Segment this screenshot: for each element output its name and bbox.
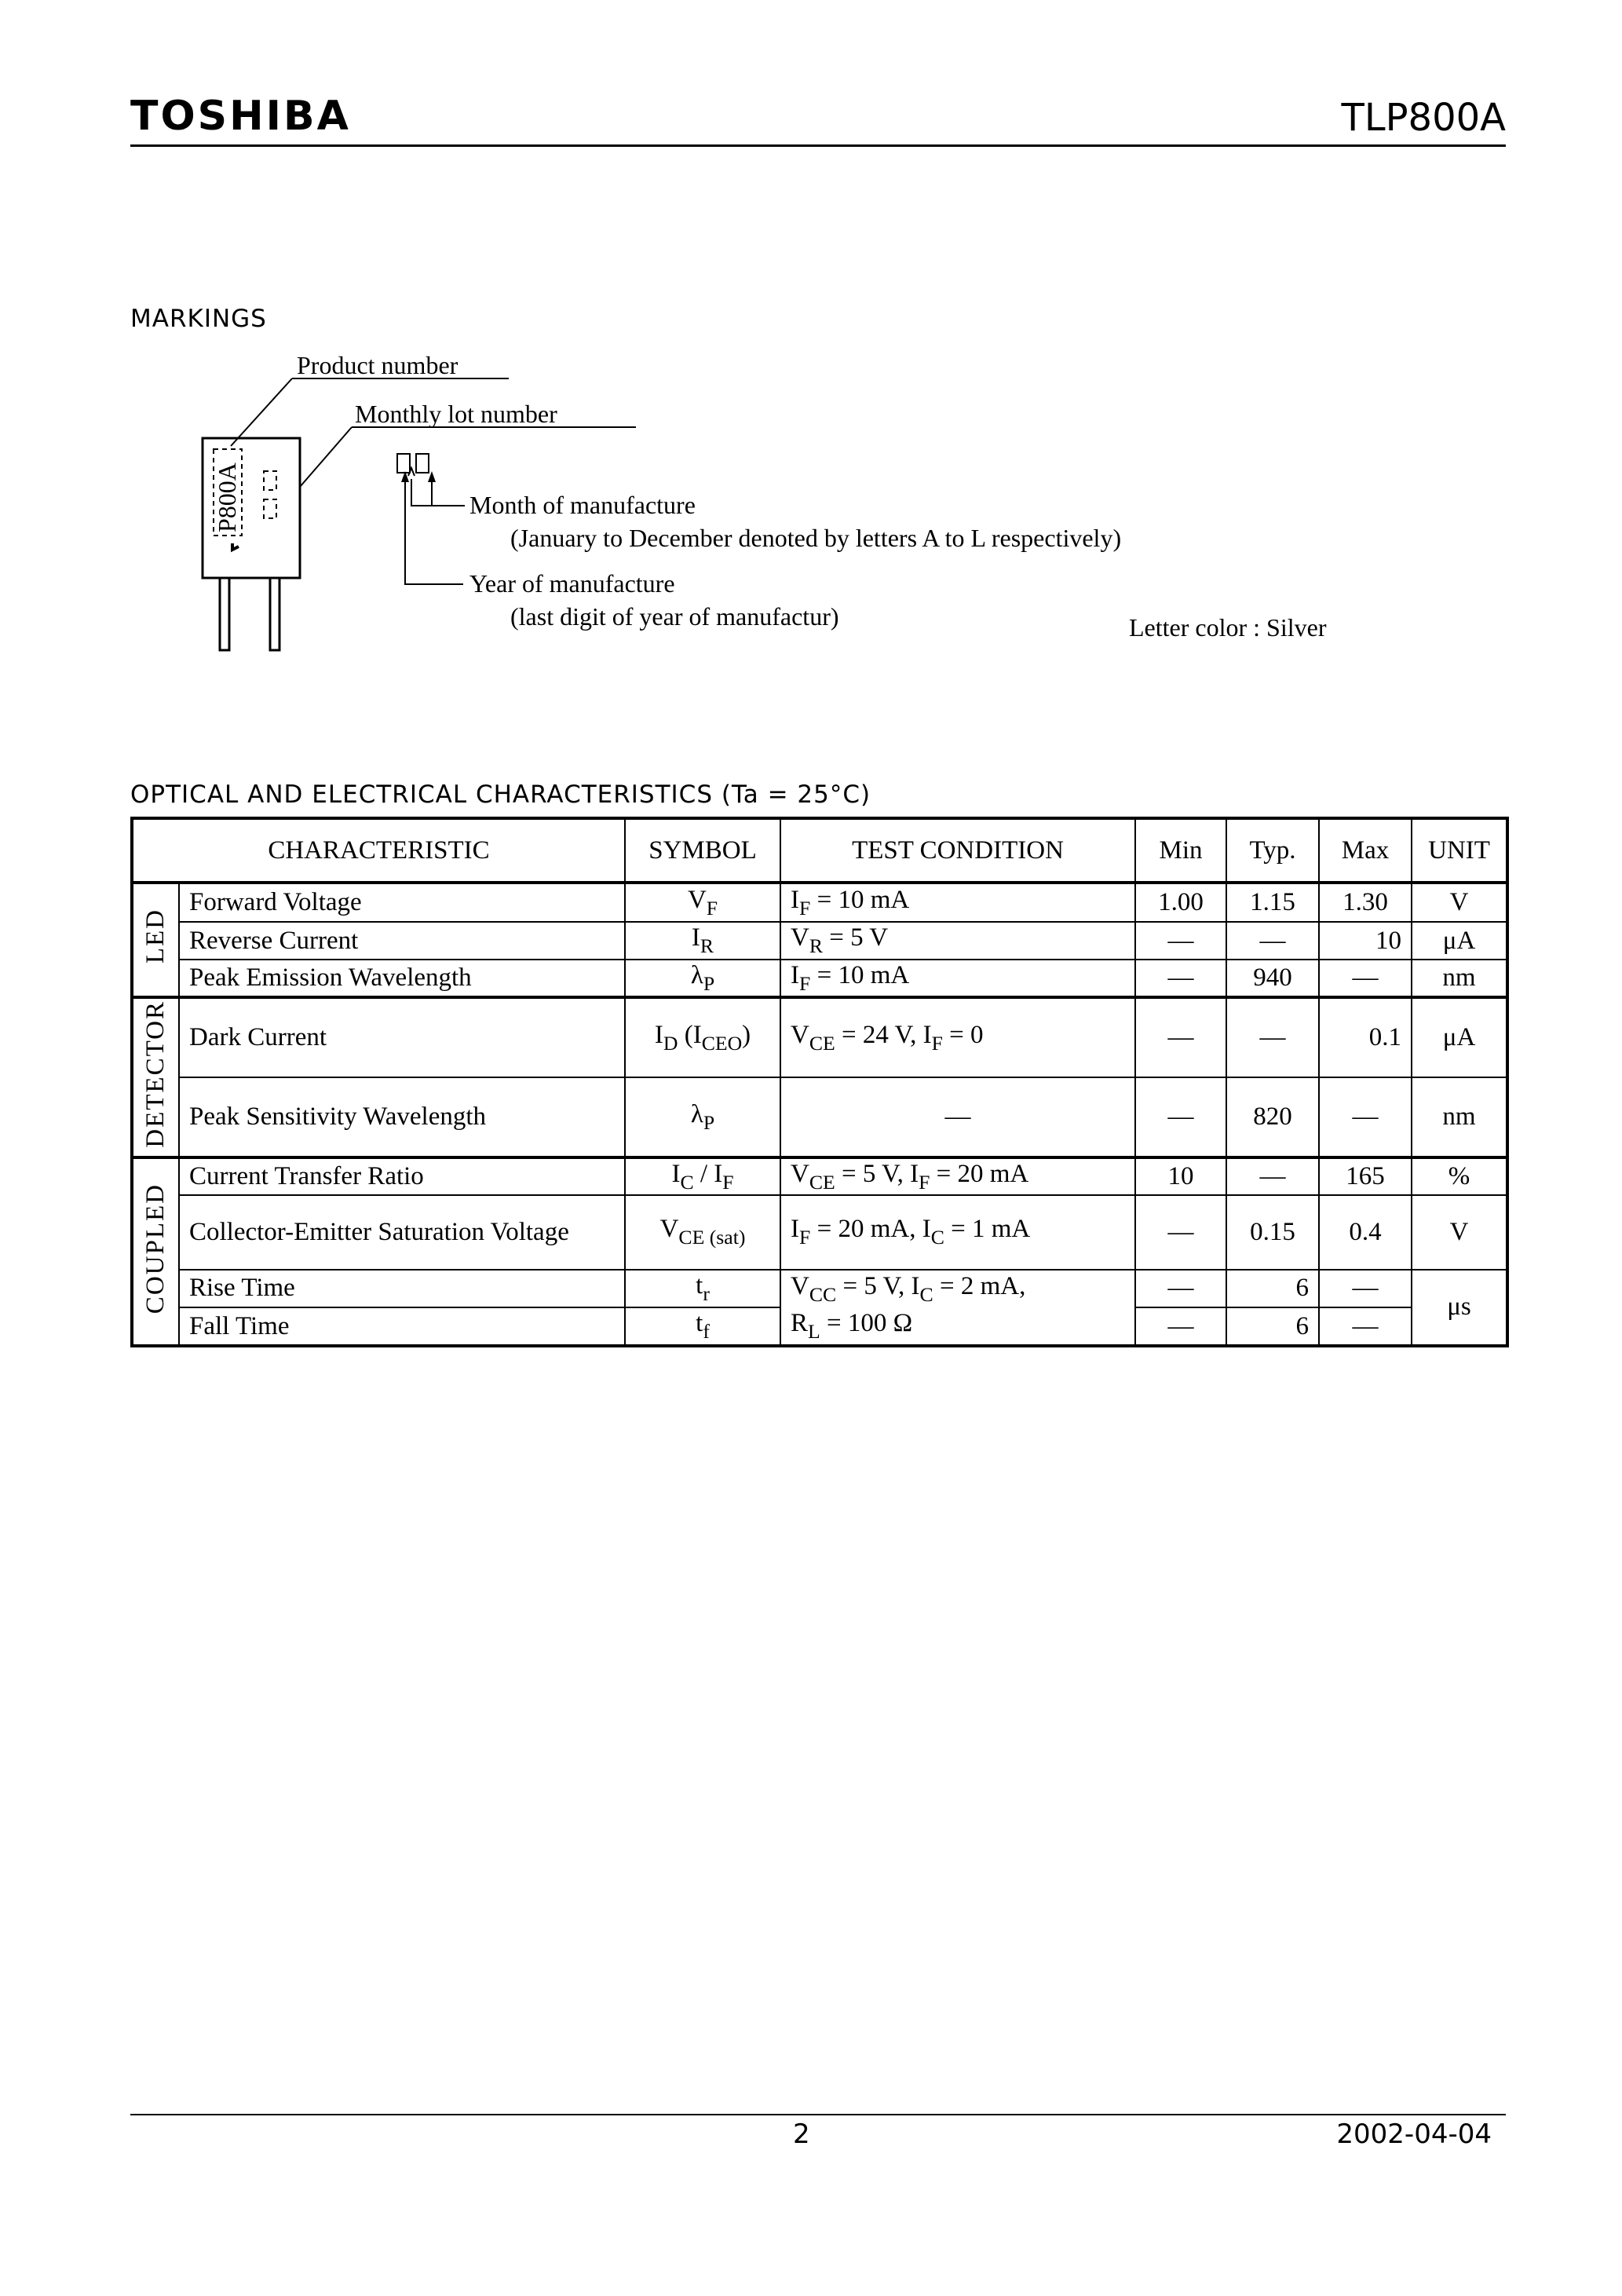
- row-typ: —: [1226, 997, 1319, 1077]
- month-label: Month of manufacture: [469, 491, 696, 519]
- table-row: [132, 1270, 1507, 1308]
- group-coupled: COUPLED: [132, 1157, 179, 1346]
- header-max: Max: [1319, 818, 1412, 883]
- row-max: —: [1319, 1307, 1412, 1346]
- row-name: Forward Voltage: [179, 883, 625, 922]
- row-typ: —: [1226, 1157, 1319, 1195]
- row-max: 165: [1319, 1157, 1412, 1195]
- year-note: (last digit of year of manufactur): [510, 602, 839, 631]
- row-symbol: $V_F$: [625, 883, 780, 922]
- row-max: 1.30: [1319, 883, 1412, 922]
- row-max: —: [1319, 1270, 1412, 1308]
- characteristics-table: [130, 817, 1509, 1347]
- row-symbol: $t_f$: [625, 1307, 780, 1346]
- row-name: Fall Time: [179, 1307, 625, 1346]
- row-condition: $I_F = 20$ mA, $I_C = 1$ mA: [780, 1195, 1135, 1269]
- row-condition: $I_F = 10$ mA: [780, 960, 1135, 997]
- markings-title: MARKINGS: [130, 305, 267, 333]
- package-lead-left: [220, 578, 229, 650]
- row-symbol: $I_C / I_F$: [625, 1157, 780, 1195]
- header-typ: Typ.: [1226, 818, 1319, 883]
- table-row: [132, 1157, 1507, 1195]
- row-max: 0.4: [1319, 1195, 1412, 1269]
- row-typ: 6: [1226, 1307, 1319, 1346]
- part-number: TLP800A: [1341, 96, 1506, 140]
- table-row: [132, 883, 1507, 922]
- row-name: Current Transfer Ratio: [179, 1157, 625, 1195]
- row-unit: nm: [1412, 1077, 1507, 1157]
- header-min: Min: [1135, 818, 1226, 883]
- row-condition: —: [780, 1077, 1135, 1157]
- row-unit: %: [1412, 1157, 1507, 1195]
- year-label: Year of manufacture: [469, 569, 675, 598]
- header-unit: UNIT: [1412, 818, 1507, 883]
- table-row: [132, 1077, 1507, 1157]
- row-typ: 6: [1226, 1270, 1319, 1308]
- row-symbol: $\lambda_P$: [625, 1077, 780, 1157]
- row-unit: V: [1412, 1195, 1507, 1269]
- package-lead-right: [270, 578, 279, 650]
- row-condition: $V_R = 5$ V: [780, 922, 1135, 960]
- row-name: Peak Sensitivity Wavelength: [179, 1077, 625, 1157]
- characteristics-title: OPTICAL AND ELECTRICAL CHARACTERISTICS (Ta = 25°C): [130, 781, 871, 809]
- row-unit: μA: [1412, 997, 1507, 1077]
- row-name: Peak Emission Wavelength: [179, 960, 625, 997]
- row-name: Rise Time: [179, 1270, 625, 1308]
- row-name: Dark Current: [179, 997, 625, 1077]
- row-name: Collector-Emitter Saturation Voltage: [179, 1195, 625, 1269]
- row-unit: μs: [1412, 1270, 1507, 1346]
- page-number: 2: [793, 2119, 810, 2150]
- month-note: (January to December denoted by letters A to L respectively): [510, 524, 1122, 552]
- header-symbol: SYMBOL: [625, 818, 780, 883]
- row-min: —: [1135, 997, 1226, 1077]
- row-typ: 940: [1226, 960, 1319, 997]
- row-name: Reverse Current: [179, 922, 625, 960]
- row-min: —: [1135, 1270, 1226, 1308]
- row-unit: nm: [1412, 960, 1507, 997]
- row-symbol: $t_r$: [625, 1270, 780, 1308]
- table-row: [132, 1195, 1507, 1269]
- group-detector: DETECTOR: [132, 997, 179, 1157]
- row-symbol: $\lambda_P$: [625, 960, 780, 997]
- header-rule: [130, 144, 1506, 147]
- row-typ: 1.15: [1226, 883, 1319, 922]
- row-symbol: $V_{CE (sat)}$: [625, 1195, 780, 1269]
- letter-color-note: Letter color : Silver: [1129, 613, 1327, 642]
- row-condition: $V_{CE} = 5$ V, $I_F = 20$ mA: [780, 1157, 1135, 1195]
- row-min: —: [1135, 1307, 1226, 1346]
- marking-diagram: [130, 345, 1418, 660]
- row-min: —: [1135, 1077, 1226, 1157]
- product-number-label: Product number: [297, 351, 458, 379]
- row-typ: 820: [1226, 1077, 1319, 1157]
- row-max: 0.1: [1319, 997, 1412, 1077]
- row-typ: —: [1226, 922, 1319, 960]
- table-row: [132, 922, 1507, 960]
- row-unit: μA: [1412, 922, 1507, 960]
- row-typ: 0.15: [1226, 1195, 1319, 1269]
- row-min: —: [1135, 1195, 1226, 1269]
- document-date: 2002-04-04: [1336, 2119, 1492, 2150]
- table-row: [132, 997, 1507, 1077]
- row-condition: $V_{CE} = 24$ V, $I_F = 0$: [780, 997, 1135, 1077]
- row-symbol: $I_D$ $(I_{CEO})$: [625, 997, 780, 1077]
- row-symbol: $I_R$: [625, 922, 780, 960]
- table-row: [132, 960, 1507, 997]
- header-characteristic: CHARACTERISTIC: [132, 818, 625, 883]
- row-condition: $I_F = 10$ mA: [780, 883, 1135, 922]
- row-max: —: [1319, 1077, 1412, 1157]
- footer-rule: [130, 2114, 1506, 2115]
- package-marking-text: P800A: [213, 462, 241, 532]
- row-unit: V: [1412, 883, 1507, 922]
- row-min: —: [1135, 960, 1226, 997]
- row-condition: $V_{CC} = 5$ V, $I_C = 2$ mA, $R_L = 100$ Ω: [780, 1270, 1135, 1346]
- row-min: 1.00: [1135, 883, 1226, 922]
- monthly-lot-label: Monthly lot number: [355, 400, 557, 428]
- table-header-row: [132, 818, 1507, 883]
- row-min: —: [1135, 922, 1226, 960]
- group-led: LED: [132, 883, 179, 997]
- row-max: —: [1319, 960, 1412, 997]
- row-min: 10: [1135, 1157, 1226, 1195]
- brand-logo: TOSHIBA: [130, 93, 351, 140]
- header-test-condition: TEST CONDITION: [780, 818, 1135, 883]
- row-max: 10: [1319, 922, 1412, 960]
